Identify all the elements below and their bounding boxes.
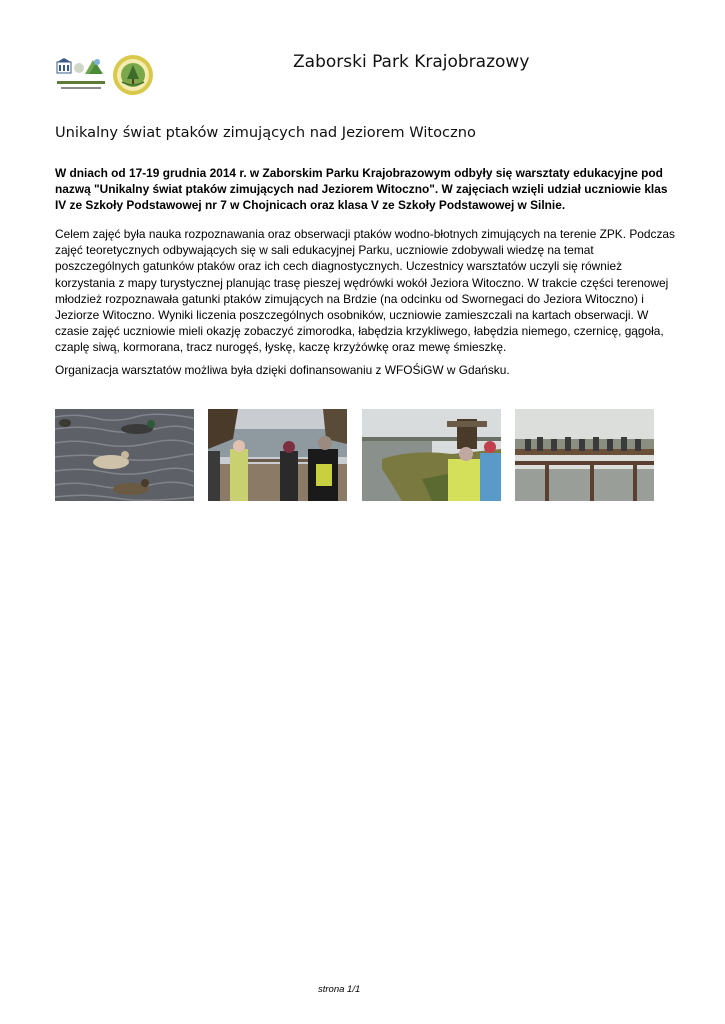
photo-group-on-bridge[interactable]: [208, 409, 347, 501]
article-title: Unikalny świat ptaków zimujących nad Jeziorem Witoczno: [55, 124, 476, 141]
photo-ducks-on-water[interactable]: [55, 409, 194, 501]
photo-observation-pier[interactable]: [515, 409, 654, 501]
biosphere-reserve-logo: [55, 54, 107, 96]
article-body: Celem zajęć była nauka rozpoznawania oraz obserwacji ptaków wodno-błotnych zimujących na terenie ZPK. Podczas zajęć teoretycznych odbywających się w sali edukacyjnej Parku, uczniowie zdobywali wiedzę na temat poszczególnych gatunków ptaków oraz ich cech diagnostycznych. Uczestnicy warsztatów uczyli się również korzystania z mapy turystycznej planując trasę pieszej wędrówki wokół Jeziora Witoczno. W trakcie części terenowej młodzież rozpoznawała gatunki ptaków zimujących na Brdzie (na odcinku od Swornegaci do Jeziora Witoczno) i Jeziorze Witoczno. Wyniki liczenia poszczególnych osobników, uczniowie zamieszczali na kartach obserwacji. W czasie zajęć uczniowie mieli okazję zobaczyć zimorodka, łabędzia krzykliwego, łabędzia niemego, czernicę, gągoła, czaplę siwą, kormorana, tracz nurogęś, łyskę, kaczę krzyżówkę oraz mewę śmieszkę.: [55, 227, 675, 355]
page-number: strona 1/1: [318, 984, 361, 995]
funding-note: Organizacja warsztatów możliwa była dzięki dofinansowaniu z WFOŚiGW w Gdańsku.: [55, 363, 510, 377]
logos: [55, 54, 155, 96]
site-title: Zaborski Park Krajobrazowy: [293, 52, 530, 72]
zpk-logo: [112, 54, 154, 96]
photo-lake-shore[interactable]: [362, 409, 501, 501]
article-lead: W dniach od 17-19 grudnia 2014 r. w Zaborskim Parku Krajobrazowym odbyły się warsztaty edukacyjne pod nazwą "Unikalny świat ptaków zimujących nad Jeziorem Witoczno". W zajęciach wzięli udział uczniowie klas IV ze Szkoły Podstawowej nr 7 w Chojnicach oraz klasa V ze Szkoły Podstawowej w Silnie.: [55, 166, 668, 213]
